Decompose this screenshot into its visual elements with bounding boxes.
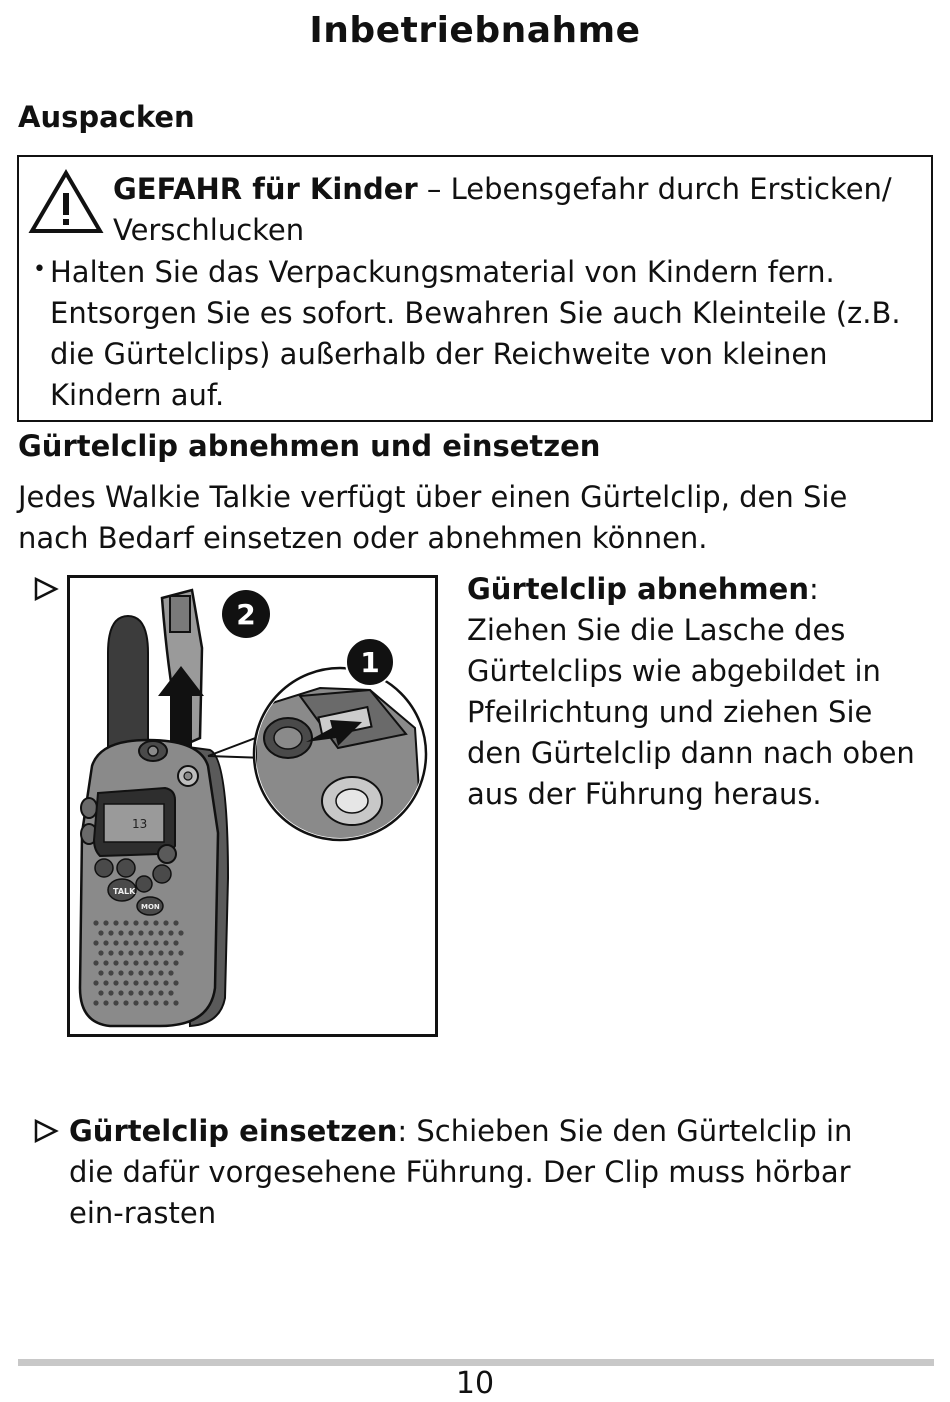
- warning-triangle-icon: [28, 169, 104, 235]
- step-marker-1: 1: [360, 646, 380, 679]
- warning-text: – Lebensgefahr durch Ersticken/ Verschlucken: [113, 172, 892, 247]
- remove-clip-label: Gürtelclip abnehmen: [467, 572, 809, 606]
- page-number: 10: [455, 1366, 495, 1401]
- remove-clip-instruction: [467, 569, 927, 815]
- mon-button-label: MON: [141, 903, 160, 911]
- bullet-marker: •: [33, 257, 46, 282]
- step-arrow-icon: [33, 576, 59, 602]
- page-title: Inbetriebnahme: [309, 10, 641, 51]
- section-heading-unpacking: Auspacken: [18, 100, 195, 134]
- step-marker-2: 2: [236, 598, 256, 631]
- warning-heading: [113, 169, 913, 251]
- warning-label: GEFAHR für Kinder: [113, 172, 418, 206]
- walkie-talkie-drawing: [70, 578, 435, 1034]
- warning-bullet-text: Halten Sie das Verpackungsmaterial von Kindern fern. Entsorgen Sie es sofort. Bewahren Sie auch Kleinteile (z.B. die Gürtelclips) außerhalb der Reichweite von kleinen Kindern auf.: [50, 255, 901, 412]
- lcd-display-text: 13: [132, 817, 148, 831]
- remove-clip-text: : Ziehen Sie die Lasche des Gürtelclips wie abgebildet in Pfeilrichtung und ziehen Sie den Gürtelclip dann nach oben aus der Führung heraus.: [467, 572, 915, 811]
- talk-button-label: TALK: [113, 887, 136, 896]
- step-arrow-icon: [33, 1118, 59, 1144]
- insert-clip-label: Gürtelclip einsetzen: [69, 1114, 398, 1148]
- footer-divider: [18, 1359, 934, 1366]
- insert-clip-text: : Schieben Sie den Gürtelclip in die dafür vorgesehene Führung. Der Clip muss hörbar ein-rasten: [69, 1114, 853, 1230]
- belt-clip-illustration: [67, 575, 438, 1037]
- insert-clip-instruction: [69, 1111, 899, 1234]
- danger-warning-box: [17, 155, 933, 422]
- section-heading-belt-clip: Gürtelclip abnehmen und einsetzen: [18, 429, 601, 463]
- belt-clip-intro: Jedes Walkie Talkie verfügt über einen Gürtelclip, den Sie nach Bedarf einsetzen oder abnehmen können.: [18, 480, 848, 555]
